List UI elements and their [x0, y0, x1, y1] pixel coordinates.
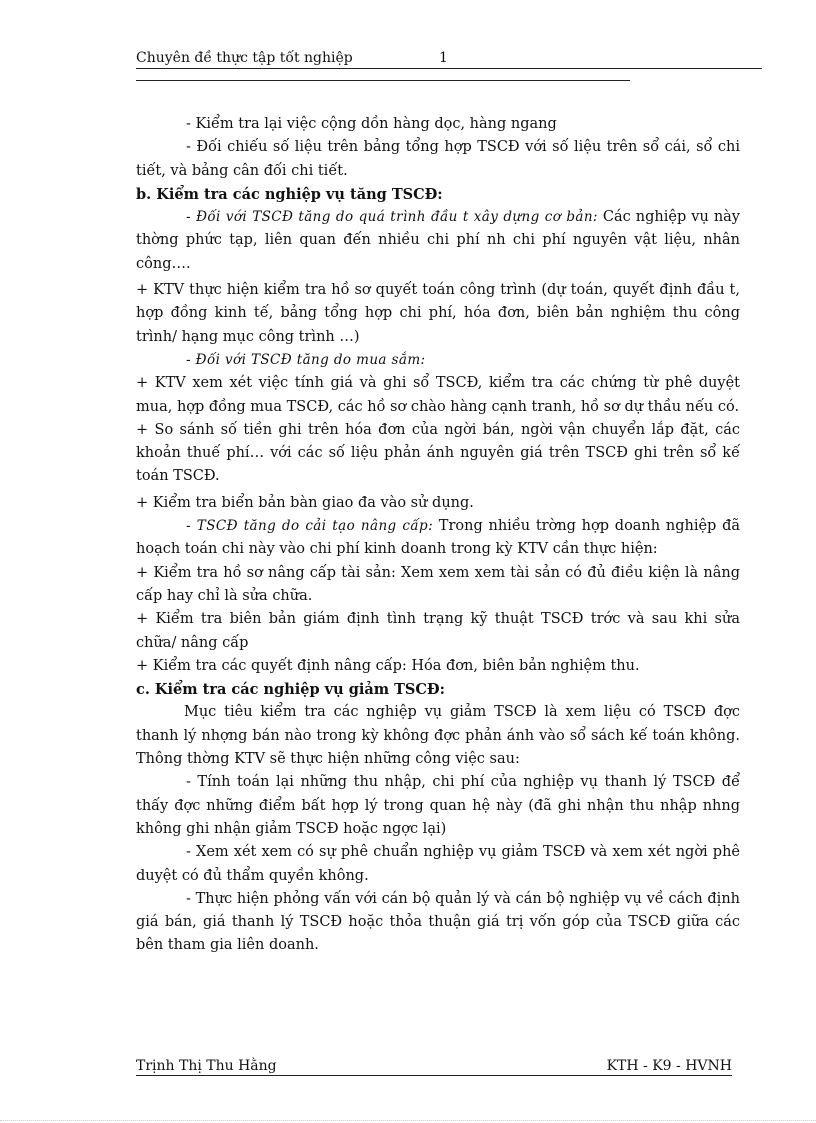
footer-class-code: KTH - K9 - HVNH [606, 1058, 732, 1074]
paragraph: + KTV xem xét việc tính giá và ghi sổ TSCĐ, kiểm tra các chứng từ phê duyệt mua, hợp đồng mua TSCĐ, các hồ sơ chào hàng cạnh tranh, hồ sơ dự thầu nếu có. [136, 375, 740, 415]
paragraph: - TSCĐ tăng do cải tạo nâng cấp: Trong nhiều trờng hợp doanh nghiệp đã hoạch toán chi này vào chi phí kinh doanh trong kỳ KTV cần thực hiện: [136, 518, 740, 558]
paragraph: + Kiểm tra biển bản bàn giao đa vào sử dụng. [136, 494, 474, 511]
paragraph: + Kiểm tra biên bản giám định tình trạng kỹ thuật TSCĐ trớc và sau khi sửa chữa/ nâng cấp [136, 611, 740, 651]
paragraph: + So sánh số tiền ghi trên hóa đơn của ngời bán, ngời vận chuyển lắp đặt, các khoản thuế phí… với các số liệu phản ánh nguyên giá trên TSCĐ ghi trên sổ kế toán TSCĐ. [136, 421, 740, 485]
footer-author: Trịnh Thị Thu Hằng [136, 1058, 277, 1074]
paragraph: + Kiểm tra hồ sơ nâng cấp tài sản: Xem xem xem tài sản có đủ điều kiện là nâng cấp hay chỉ là sửa chữa. [136, 564, 740, 604]
paragraph: - Kiểm tra lại việc cộng dồn hàng dọc, hàng ngang [186, 116, 557, 132]
document-body [136, 113, 740, 958]
page-edge-divider [0, 1120, 816, 1121]
italic-lead-paragraph [136, 349, 740, 372]
italic-lead: - Đối với TSCĐ tăng do mua sắm: [186, 351, 426, 368]
section-heading-c: c. Kiểm tra các nghiệp vụ giảm TSCĐ: [136, 681, 445, 699]
paragraph: + KTV thực hiện kiểm tra hồ sơ quyết toán công trình (dự toán, quyết định đầu t, hợp đồng kinh tế, bảng tổng hợp chi phí, hóa đơn, biên bản nghiệm thu công trình/ hạng mục công trình …) [136, 282, 740, 345]
italic-lead: - TSCĐ tăng do cải tạo nâng cấp: [186, 518, 434, 535]
paragraph: - Tính toán lại những thu nhập, chi phí của nghiệp vụ thanh lý TSCĐ để thấy đợc những điểm bất hợp lý trong quan hệ này (đã ghi nhận thu nhập nhng không ghi nhận giảm TSCĐ hoặc ngợc lại) [136, 774, 740, 837]
paragraph: Mục tiêu kiểm tra các nghiệp vụ giảm TSCĐ là xem liệu có TSCĐ đợc thanh lý nhợng bán nào trong kỳ không đợc phản ánh vào sổ sách kế toán không. Thông thờng KTV sẽ thực hiện những công việc sau: [136, 704, 740, 768]
paragraph: - Xem xét xem có sự phê chuẩn nghiệp vụ giảm TSCĐ và xem xét ngời phê duyệt có đủ thẩm quyền không. [136, 844, 740, 884]
italic-lead: - Đối với TSCĐ tăng do quá trình đầu t xây dựng cơ bản: [186, 209, 598, 226]
paragraph: + Kiểm tra các quyết định nâng cấp: Hóa đơn, biên bản nghiệm thu. [136, 657, 640, 674]
page-footer [136, 1057, 732, 1076]
header-divider [136, 80, 630, 81]
header-title: Chuyên đề thực tập tốt nghiệp [136, 50, 353, 66]
paragraph: - Đối với TSCĐ tăng do quá trình đầu t xây dựng cơ bản: Các nghiệp vụ này thờng phức tạp, liên quan đến nhiều chi phí nh chi phí nguyên vật liệu, nhân công…. [136, 209, 740, 272]
paragraph: - Đối chiếu số liệu trên bảng tổng hợp TSCĐ với số liệu trên sổ cái, sổ chi tiết, và bảng cân đối chi tiết. [136, 139, 740, 179]
page-header [136, 48, 762, 69]
page-number: 1 [439, 50, 448, 66]
paragraph: - Thực hiện phỏng vấn với cán bộ quản lý và cán bộ nghiệp vụ về cách định giá bán, giá thanh lý TSCĐ hoặc thỏa thuận giá trị vốn góp của TSCĐ giữa các bên tham gia liên doanh. [136, 890, 740, 954]
section-heading-b: b. Kiểm tra các nghiệp vụ tăng TSCĐ: [136, 185, 443, 203]
